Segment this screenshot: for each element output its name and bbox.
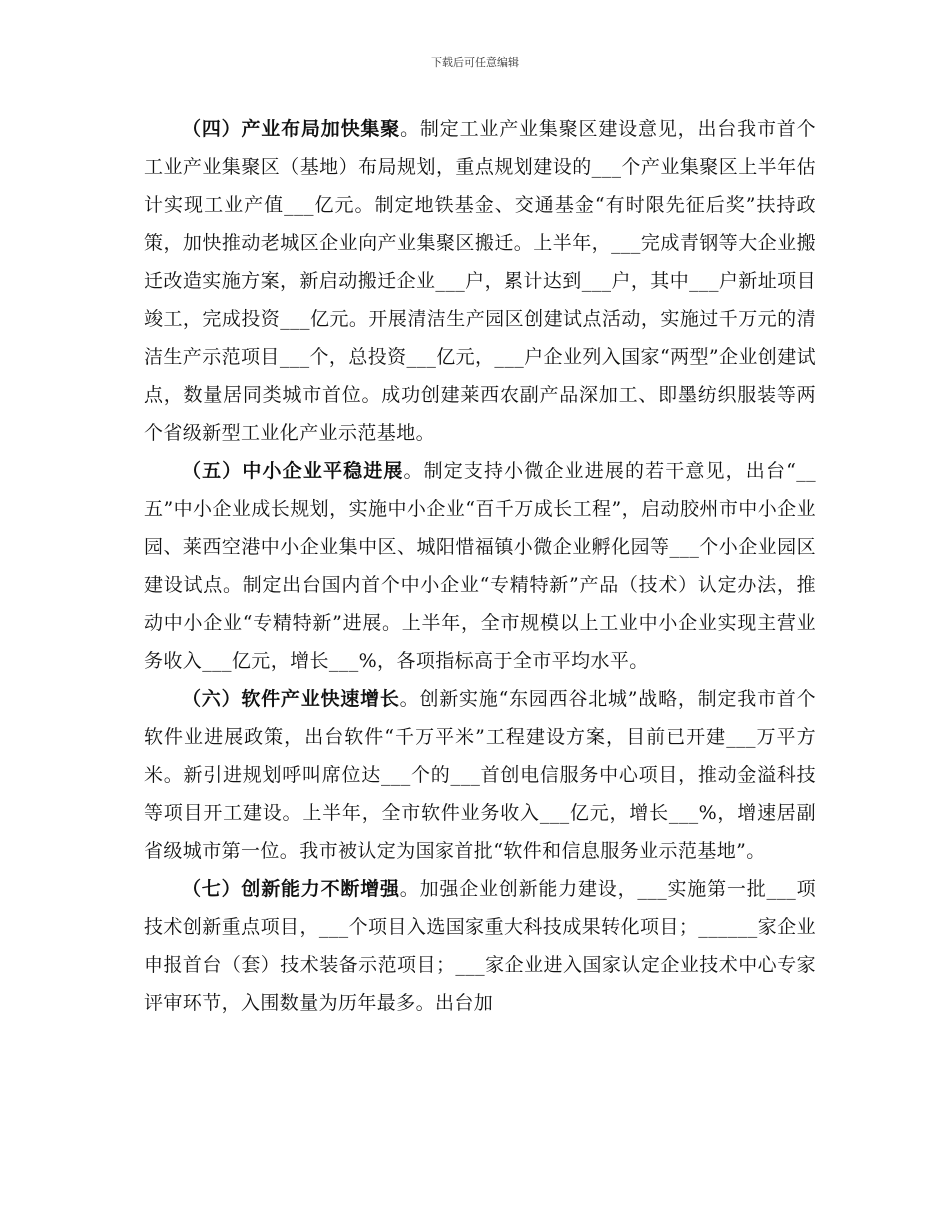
paragraph-7 [144,870,816,1022]
section-heading: （七）创新能力不断增强 [182,878,400,900]
paragraph-6 [144,680,816,870]
paragraph-5 [144,452,816,680]
page-header: 下载后可任意编辑 [431,56,519,69]
paragraph-text: 。创新实施“东园西谷北城”战略，制定我市首个软件业进展政策，出台软件“千万平米”工程建设方案，目前已开建___万平方米。新引进规划呼叫席位达___个的___首创电信服务中心项目，推动金溢科技等项目开工建设。上半年，全市软件业务收入___亿元，增长___%，增速居副省级城市第一位。我市被认定为国家首批“软件和信息服务业示范基地”。 [144,688,816,862]
paragraph-text: 。制定支持小微企业进展的若干意见，出台“__五”中小企业成长规划，实施中小企业“百千万成长工程”，启动胶州市中小企业园、莱西空港中小企业集中区、城阳惜福镇小微企业孵化园等___个小企业园区建设试点。制定出台国内首个中小企业“专精特新”产品（技术）认定办法，推动中小企业“专精特新”进展。上半年，全市规模以上工业中小企业实现主营业务收入___亿元，增长___%，各项指标高于全市平均水平。 [144,460,816,672]
section-heading: （五）中小企业平稳进展 [182,460,404,482]
paragraph-text: 。加强企业创新能力建设，___实施第一批___项技术创新重点项目，___个项目入选国家重大科技成果转化项目；______家企业申报首台（套）技术装备示范项目；___家企业进入国家认定企业技术中心专家评审环节，入围数量为历年最多。出台加 [144,878,816,1014]
paragraph-text: 。制定工业产业集聚区建设意见，出台我市首个工业产业集聚区（基地）布局规划，重点规划建设的___个产业集聚区上半年估计实现工业产值___亿元。制定地铁基金、交通基金“有时限先征后奖”扶持政策，加快推动老城区企业向产业集聚区搬迁。上半年，___完成青钢等大企业搬迁改造实施方案，新启动搬迁企业___户，累计达到___户，其中___户新址项目竣工，完成投资___亿元。开展清洁生产园区创建试点活动，实施过千万元的清洁生产示范项目___个，总投资___亿元，___户企业列入国家“两型”企业创建试点，数量居同类城市首位。成功创建莱西农副产品深加工、即墨纺织服装等两个省级新型工业化产业示范基地。 [144,118,817,444]
paragraph-4 [144,110,816,452]
section-heading: （六）软件产业快速增长 [182,688,400,710]
document-body [144,110,816,1022]
section-heading: （四）产业布局加快集聚 [182,118,401,140]
